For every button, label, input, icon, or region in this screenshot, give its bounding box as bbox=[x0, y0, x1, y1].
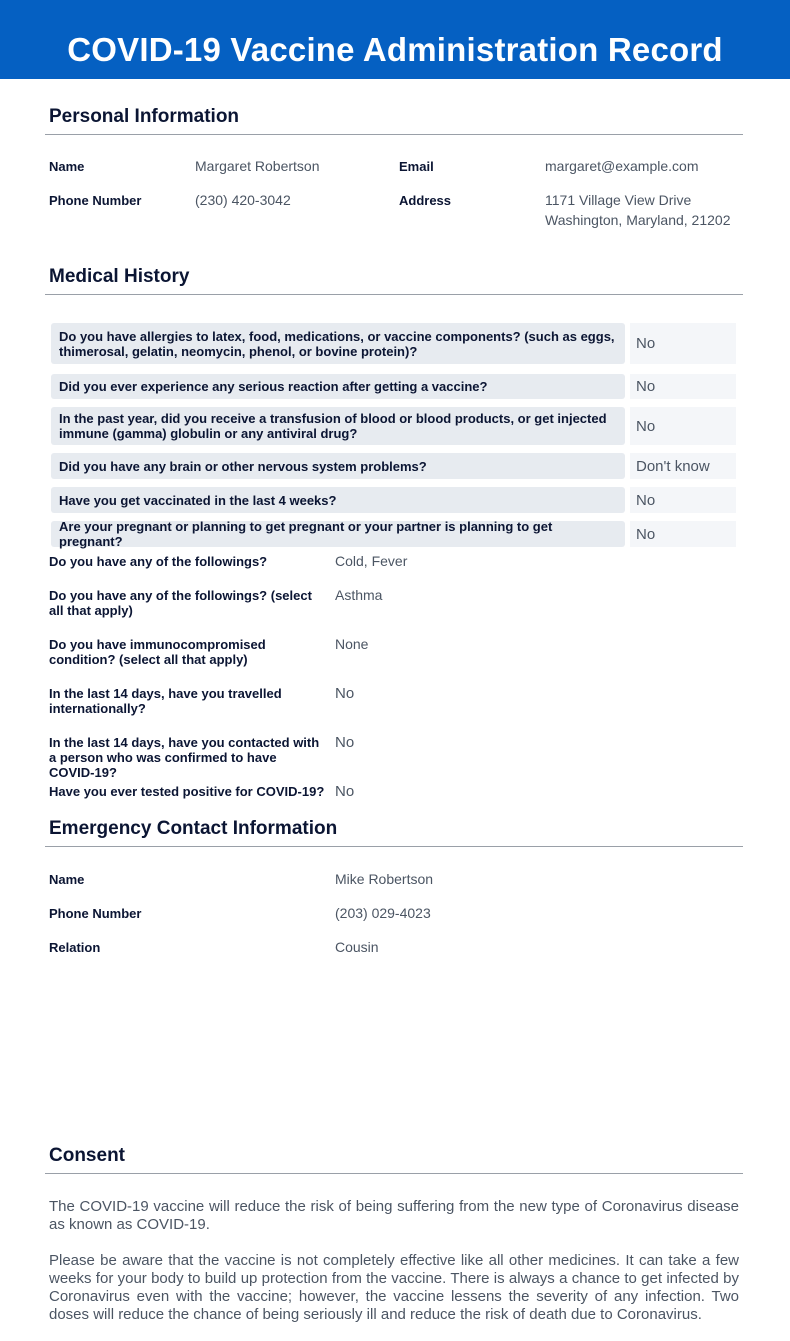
answer-contact: No bbox=[335, 734, 355, 751]
answer-vaccine-reaction: No bbox=[630, 374, 736, 399]
address-line-2: Washington, Maryland, 21202 bbox=[545, 212, 731, 228]
question-travel: In the last 14 days, have you travelled internationally? bbox=[49, 686, 282, 716]
personal-info-divider bbox=[45, 134, 743, 135]
emergency-contact-heading: Emergency Contact Information bbox=[49, 818, 338, 839]
question-conditions: Do you have any of the followings? (select all that apply) bbox=[49, 588, 312, 618]
question-tested-positive: Have you ever tested positive for COVID-19? bbox=[49, 784, 325, 799]
question-allergies: Do you have allergies to latex, food, medications, or vaccine components? (such as eggs, thimerosal, gelatin, neomycin, phenol, or bovine protein)? bbox=[51, 323, 625, 364]
question-immunocompromised: Do you have immunocompromised condition? (select all that apply) bbox=[49, 637, 266, 667]
medical-history-divider bbox=[45, 294, 743, 295]
emergency-name-label: Name bbox=[49, 872, 85, 887]
consent-paragraph-1: The COVID-19 vaccine will reduce the risk of being suffering from the new type of Coronavirus disease as known as COVID-19. bbox=[49, 1198, 739, 1233]
question-recent-vaccination: Have you get vaccinated in the last 4 weeks? bbox=[51, 487, 625, 513]
answer-immunocompromised: None bbox=[335, 636, 369, 652]
phone-value: (230) 420-3042 bbox=[195, 192, 291, 208]
page-header bbox=[0, 0, 790, 79]
page-title: COVID-19 Vaccine Administration Record bbox=[67, 31, 723, 68]
emergency-relation-label: Relation bbox=[49, 940, 101, 955]
medical-history-heading: Medical History bbox=[49, 266, 190, 287]
personal-info-heading: Personal Information bbox=[49, 106, 240, 127]
question-nervous-system: Did you have any brain or other nervous system problems? bbox=[51, 453, 625, 479]
answer-conditions: Asthma bbox=[335, 587, 383, 603]
answer-nervous-system: Don't know bbox=[630, 453, 736, 479]
answer-recent-vaccination: No bbox=[630, 487, 736, 513]
emergency-relation-value: Cousin bbox=[335, 939, 379, 955]
answer-travel: No bbox=[335, 685, 355, 702]
answer-allergies: No bbox=[630, 323, 736, 364]
name-value: Margaret Robertson bbox=[195, 158, 320, 174]
question-contact: In the last 14 days, have you contacted with a person who was confirmed to have COVID-19? bbox=[49, 735, 320, 780]
consent-divider bbox=[45, 1173, 743, 1174]
address-line-1: 1171 Village View Drive bbox=[545, 192, 692, 208]
email-value: margaret@example.com bbox=[545, 158, 699, 174]
emergency-phone-label: Phone Number bbox=[49, 906, 142, 921]
answer-tested-positive: No bbox=[335, 783, 355, 800]
name-label: Name bbox=[49, 159, 85, 174]
emergency-contact-divider bbox=[45, 846, 743, 847]
question-transfusion: In the past year, did you receive a transfusion of blood or blood products, or get injected immune (gamma) globulin or any antiviral drug? bbox=[51, 407, 625, 445]
answer-transfusion: No bbox=[630, 407, 736, 445]
emergency-name-value: Mike Robertson bbox=[335, 871, 434, 887]
email-label: Email bbox=[399, 159, 434, 174]
question-symptoms: Do you have any of the followings? bbox=[49, 554, 268, 569]
consent-heading: Consent bbox=[49, 1145, 125, 1166]
question-vaccine-reaction: Did you ever experience any serious reaction after getting a vaccine? bbox=[51, 374, 625, 399]
address-label: Address bbox=[399, 193, 452, 208]
question-pregnancy: Are your pregnant or planning to get pregnant or your partner is planning to get pregnant? bbox=[51, 521, 625, 547]
answer-symptoms: Cold, Fever bbox=[335, 553, 408, 569]
phone-label: Phone Number bbox=[49, 193, 142, 208]
answer-pregnancy: No bbox=[630, 521, 736, 547]
emergency-phone-value: (203) 029-4023 bbox=[335, 905, 431, 921]
consent-paragraph-2: Please be aware that the vaccine is not completely effective like all other medicines. It can take a few weeks for your body to build up protection from the vaccine. There is always a chance to get infected by Coronavirus even with the vaccine; however, the vaccine lessens the severity of any infection. Two doses will reduce the chance of being seriously ill and reduce the risk of death due to Coronavirus. bbox=[49, 1252, 739, 1323]
